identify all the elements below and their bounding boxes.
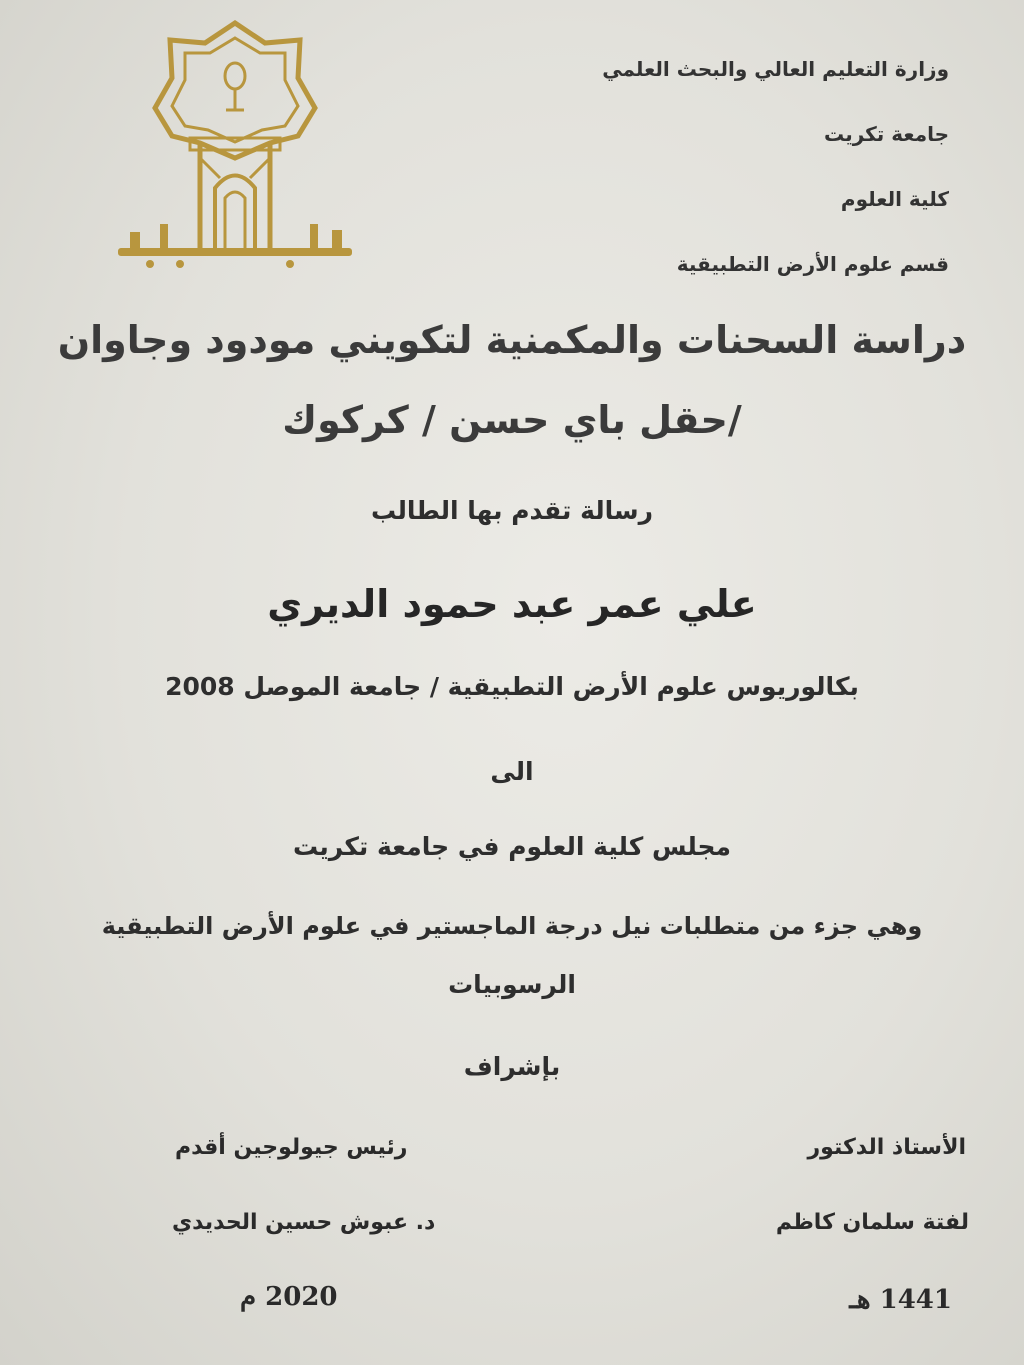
prior-degree-line: بكالوريوس علوم الأرض التطبيقية / جامعة الموصل 2008 (165, 672, 859, 701)
supervisor-left-name: د. عبوش حسين الحديدي (172, 1210, 436, 1235)
university-emblem-icon (110, 18, 360, 278)
gregorian-date: 2020 م (240, 1282, 338, 1312)
university-name: جامعة تكريت (824, 122, 949, 146)
thesis-title-line-2: /حقل باي حسن / كركوك (282, 398, 742, 442)
requirement-line-2: الرسوبيات (448, 970, 576, 999)
hijri-date: 1441 هـ (849, 1285, 952, 1315)
submitted-by-line: رسالة تقدم بها الطالب (371, 496, 653, 525)
ministry-name: وزارة التعليم العالي والبحث العلمي (602, 57, 949, 81)
council-line: مجلس كلية العلوم في جامعة تكريت (292, 832, 732, 861)
tikrit-university-logo (110, 18, 360, 278)
student-name: علي عمر عبد حمود الديري (267, 582, 757, 626)
supervisor-left-title: رئيس جيولوجين أقدم (175, 1135, 408, 1160)
department-name: قسم علوم الأرض التطبيقية (676, 252, 949, 276)
requirement-line-1: وهي جزء من متطلبات نيل درجة الماجستير في علوم الأرض التطبيقية (101, 912, 923, 940)
thesis-title-line-1: دراسة السحنات والمكمنية لتكويني مودود وجاوان (57, 318, 967, 362)
supervision-label: بإشراف (463, 1052, 561, 1081)
supervisor-right-name: لفتة سلمان كاظم (775, 1210, 969, 1235)
to-line: الى (490, 757, 534, 786)
supervisor-right-title: الأستاذ الدكتور (807, 1135, 966, 1160)
college-name: كلية العلوم (840, 187, 949, 211)
